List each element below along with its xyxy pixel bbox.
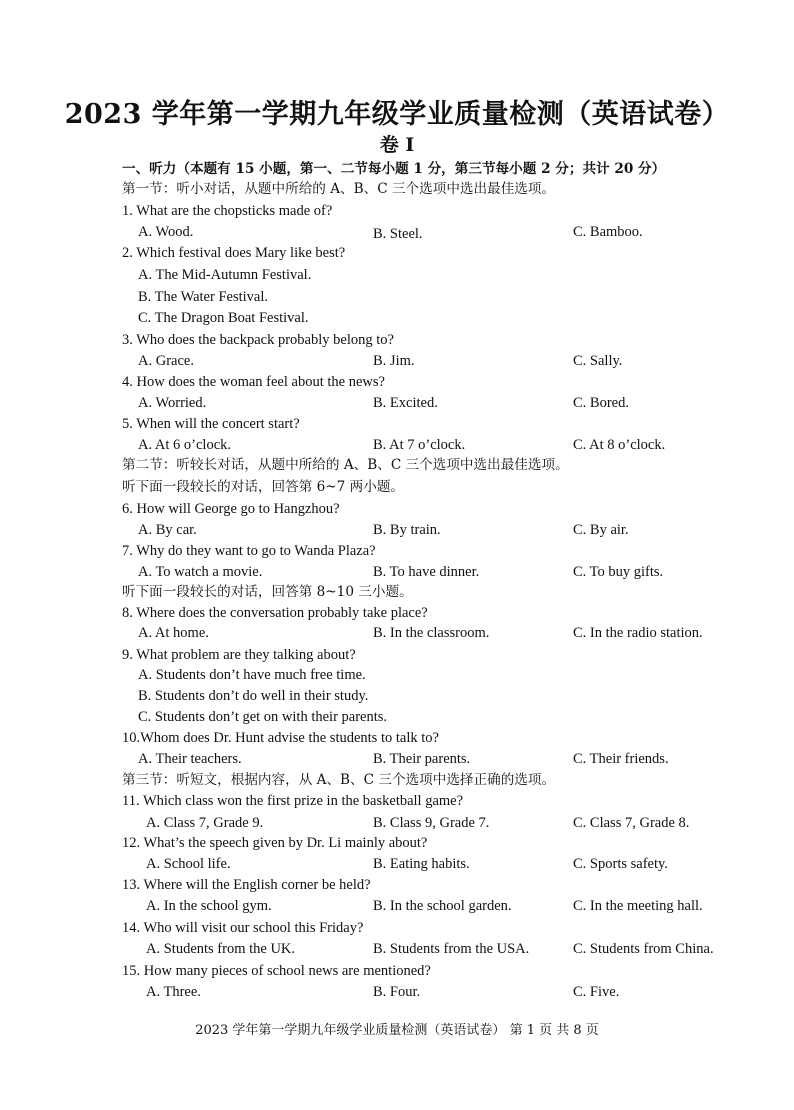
q4-option-b: B. Excited. [373, 395, 438, 411]
q13-option-c: C. In the meeting hall. [573, 898, 703, 914]
section2-note-8-10: 听下面一段较长的对话，回答第 8~10 三小题。 [122, 584, 413, 600]
q8-option-a: A. At home. [138, 625, 209, 641]
q13-option-b: B. In the school garden. [373, 898, 512, 914]
question-10: 10.Whom does Dr. Hunt advise the students to talk to? [122, 730, 439, 746]
q4-option-c: C. Bored. [573, 395, 629, 411]
question-14: 14. Who will visit our school this Friday? [122, 920, 364, 936]
q10-option-b: B. Their parents. [373, 751, 471, 767]
q11-option-a: A. Class 7, Grade 9. [146, 815, 264, 831]
q7-option-a: A. To watch a movie. [138, 564, 263, 580]
question-8: 8. Where does the conversation probably take place? [122, 605, 428, 621]
section1-instruction: 第一节：听小对话，从题中所给的 A、B、C 三个选项中选出最佳选项。 [122, 181, 556, 197]
q2-option-b: B. The Water Festival. [138, 289, 268, 305]
section2-note-6-7: 听下面一段较长的对话，回答第 6~7 两小题。 [122, 479, 405, 495]
section3-instruction: 第三节：听短文，根据内容，从 A、B、C 三个选项中选择正确的选项。 [122, 772, 556, 788]
question-2: 2. Which festival does Mary like best? [122, 245, 346, 261]
question-3: 3. Who does the backpack probably belong to? [122, 332, 394, 348]
question-7: 7. Why do they want to go to Wanda Plaza? [122, 543, 376, 559]
q8-option-b: B. In the classroom. [373, 625, 490, 641]
q14-option-c: C. Students from China. [573, 941, 714, 957]
q11-option-c: C. Class 7, Grade 8. [573, 815, 690, 831]
q14-option-a: A. Students from the UK. [146, 941, 296, 957]
q15-option-b: B. Four. [373, 984, 421, 1000]
q13-option-a: A. In the school gym. [146, 898, 272, 914]
q7-option-b: B. To have dinner. [373, 564, 480, 580]
page-footer: 2023 学年第一学期九年级学业质量检测（英语试卷） 第 1 页 共 8 页 [195, 1023, 599, 1038]
q5-option-c: C. At 8 o’clock. [573, 437, 666, 453]
q5-option-a: A. At 6 o’clock. [138, 437, 232, 453]
q4-option-a: A. Worried. [138, 395, 207, 411]
q9-option-c: C. Students don’t get on with their parents. [138, 709, 388, 725]
q5-option-b: B. At 7 o’clock. [373, 437, 466, 453]
q6-option-a: A. By car. [138, 522, 197, 538]
page-title: 2023 学年第一学期九年级学业质量检测（英语试卷） [64, 99, 730, 130]
q1-option-c: C. Bamboo. [573, 224, 643, 240]
q12-option-a: A. School life. [146, 856, 231, 872]
q12-option-b: B. Eating habits. [373, 856, 470, 872]
q3-option-a: A. Grace. [138, 353, 194, 369]
q12-option-c: C. Sports safety. [573, 856, 668, 872]
q3-option-b: B. Jim. [373, 353, 415, 369]
q2-option-a: A. The Mid-Autumn Festival. [138, 267, 312, 283]
q11-option-b: B. Class 9, Grade 7. [373, 815, 490, 831]
question-15: 15. How many pieces of school news are mentioned? [122, 963, 431, 979]
q1-option-a: A. Wood. [138, 224, 194, 240]
question-5: 5. When will the concert start? [122, 416, 300, 432]
q15-option-c: C. Five. [573, 984, 620, 1000]
q6-option-b: B. By train. [373, 522, 441, 538]
q8-option-c: C. In the radio station. [573, 625, 703, 641]
q10-option-a: A. Their teachers. [138, 751, 242, 767]
q14-option-b: B. Students from the USA. [373, 941, 530, 957]
q2-option-c: C. The Dragon Boat Festival. [138, 310, 309, 326]
question-13: 13. Where will the English corner be held? [122, 877, 371, 893]
volume-label: 卷 Ⅰ [379, 134, 415, 156]
question-9: 9. What problem are they talking about? [122, 647, 356, 663]
question-1: 1. What are the chopsticks made of? [122, 203, 333, 219]
question-4: 4. How does the woman feel about the news? [122, 374, 385, 390]
part1-heading: 一、听力（本题有 15 小题，第一、二节每小题 1 分，第三节每小题 2 分；共计 20 分） [122, 161, 666, 177]
section2-instruction: 第二节：听较长对话，从题中所给的 A、B、C 三个选项中选出最佳选项。 [122, 457, 569, 473]
q1-option-b: B. Steel. [373, 226, 423, 242]
q10-option-c: C. Their friends. [573, 751, 669, 767]
q9-option-b: B. Students don’t do well in their study. [138, 688, 369, 704]
question-11: 11. Which class won the first prize in the basketball game? [122, 793, 464, 809]
question-12: 12. What’s the speech given by Dr. Li mainly about? [122, 835, 428, 851]
q15-option-a: A. Three. [146, 984, 201, 1000]
q6-option-c: C. By air. [573, 522, 629, 538]
q3-option-c: C. Sally. [573, 353, 623, 369]
q9-option-a: A. Students don’t have much free time. [138, 667, 366, 683]
q7-option-c: C. To buy gifts. [573, 564, 664, 580]
question-6: 6. How will George go to Hangzhou? [122, 501, 340, 517]
